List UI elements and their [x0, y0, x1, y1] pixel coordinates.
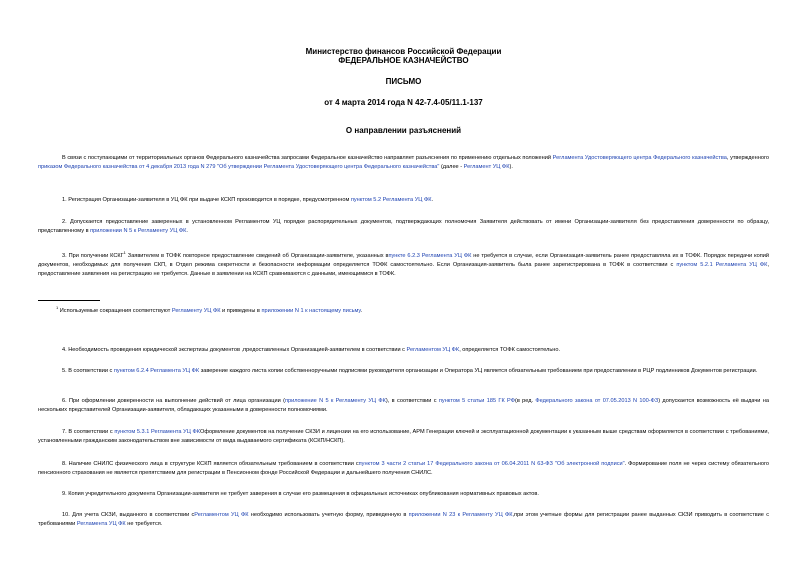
- link-p7-1[interactable]: пунктом 5.3.1 Регламента УЦ ФК: [114, 429, 200, 435]
- p3-text-1: 3. При получении КСКГ: [62, 252, 124, 259]
- link-footnote-1[interactable]: Регламенту УЦ ФК: [171, 307, 221, 314]
- p2-text-2: .: [186, 228, 188, 234]
- p2-text-1: 2. Допускается предоставление заверенных в установленном Регламентом УЦ порядке распорядительных документов, подтверждающих полномочия Заявителя действовать от имени Организации-заявителя без предоставления доверенности по образцу, представленному в: [38, 219, 769, 234]
- intro-text-2: , утвержденного: [726, 155, 769, 161]
- p10-text-4: не требуется.: [125, 521, 163, 527]
- p5-text-2: заверение каждого листа копии собственноручными подписями руководителя организации и Оператора УЦ является обязательным требованием при предоставлении в РЦР подлинников Документов регистрации.: [199, 368, 758, 374]
- paragraph-2: [38, 218, 769, 236]
- footnote-mark: 1: [56, 305, 59, 310]
- p3-text-2: Заявителем в ТОФК повторное предоставление сведений об Организации-заявителе, указанных в: [125, 252, 389, 259]
- paragraph-9: [38, 490, 769, 499]
- footnote-divider: [38, 300, 100, 301]
- treasury-title: ФЕДЕРАЛЬНОЕ КАЗНАЧЕЙСТВО: [338, 56, 469, 65]
- p7-text-2: Оформление документов на получение СКЗИ и лицензии на его использование, АРМ Генерации ключей и эксплуатационной документации к указанным выше средствам оформляется в соответствии с требованиями, установленными гражданским законодательством вне зависимости от вида выдаваемого сертификата (КСКП/НСКП).: [38, 429, 770, 444]
- link-p4-1[interactable]: Регламентом УЦ ФК: [406, 347, 460, 353]
- link-footnote-2[interactable]: приложении N 1 к настоящему письму: [261, 307, 361, 314]
- p10-text-3: ,при этом учетные формы для регистрации ранее выданных СКЗИ приводить в соответствие с требованиями: [38, 512, 769, 527]
- p7-text-1: 7. В соответствии с: [62, 429, 115, 435]
- p10-text-2: необходимо использовать учетную форму, приведенную в: [248, 512, 409, 518]
- footnote-text-2: и приведены в: [220, 307, 262, 314]
- intro-text-4: ).: [509, 164, 513, 170]
- link-prikaz-279[interactable]: приказом Федерального казначейства от 4 декабря 2013 года N 279 "Об утверждении Регламента Удостоверяющего центра Федерального казначейства": [38, 164, 440, 170]
- paragraph-1: [38, 196, 769, 205]
- doc-date-number: от 4 марта 2014 года N 42-7.4-05/11.1-137: [324, 98, 483, 107]
- p1-text-2: .: [431, 197, 434, 203]
- p3-text-4: , предоставление заявления на регистрацию не требуется. Данные в заявлении на КСКП сравниваются с данными, имеющимися в ТОФК.: [38, 261, 769, 277]
- paragraph-8: [38, 460, 769, 478]
- footnote: [56, 303, 362, 316]
- paragraph-7: [38, 428, 769, 446]
- paragraph-3: [38, 248, 769, 279]
- p3-footnote-mark: 1: [123, 250, 126, 255]
- link-p1-1[interactable]: пунктом 5.2 Регламента УЦ ФК: [350, 197, 432, 203]
- paragraph-6: [38, 397, 769, 415]
- p10-text-1: 10. Для учета СКЗИ, выданного в соответствии с: [62, 512, 195, 518]
- link-p3-1[interactable]: пункте 6.2.3 Регламента УЦ ФК: [388, 252, 472, 259]
- link-p6-1[interactable]: приложение N 5 к Регламенту УЦ ФК: [284, 398, 386, 404]
- link-p10-1[interactable]: Регламентом УЦ ФК: [194, 512, 249, 518]
- p4-text-1: 4. Необходимость проведения юридической экспертизы документов ,предоставленных Организацией-заявителем в соответствии с: [62, 347, 407, 353]
- p3-text-3: не требуется в случае, если Организация-заявитель ранее предоставляла их в ТОФК. Порядок передачи копий документов, необходимых для получения СКП, в Отдел режима секретности и безопасности информации определяется ТОФК самостоятельно. Если Организация-заявитель была ранее зарегистрирована в ТОФК в соответствии с: [38, 252, 769, 268]
- intro-paragraph: [38, 154, 769, 172]
- ministry-title: Министерство финансов Российской Федерации: [305, 47, 502, 56]
- p4-text-2: , определяется ТОФК самостоятельно.: [459, 347, 561, 353]
- p6-text-1: 6. При оформлении доверенности на выполнение действий от лица организации (: [62, 398, 285, 404]
- link-p10-2[interactable]: приложении N 23 к Регламенту УЦ ФК: [408, 512, 513, 518]
- p6-text-3: (в ред.: [514, 398, 536, 404]
- link-reglament-uc-fk[interactable]: Регламент УЦ ФК: [463, 164, 510, 170]
- p5-text-1: 5. В соответствии с: [62, 368, 114, 374]
- p8-text-2: . Формирование поля не через систему обязательного пенсионного страхования не является препятствием для регистрации в Пенсионном фонде Российской Федерации и дальнейшего получения СНИЛС.: [38, 461, 769, 476]
- paragraph-4: [38, 346, 769, 355]
- doc-subject: О направлении разъяснений: [345, 126, 462, 135]
- paragraph-5: [38, 367, 769, 376]
- link-p8-1[interactable]: пунктом 3 части 2 статьи 17 Федерального закона от 06.04.2011 N 63-ФЗ "Об электронной подписи": [358, 461, 625, 467]
- link-p10-3[interactable]: Регламента УЦ ФК: [76, 521, 126, 527]
- p9-text-1: 9. Копия учредительного документа Организации-заявителя не требует заверения в случае его размещения в официальных источниках опубликования нормативных правовых актов.: [62, 491, 539, 497]
- link-p2-1[interactable]: приложении N 5 к Регламенту УЦ ФК: [90, 228, 187, 234]
- p6-text-4: ) допускается возможность её выдачи на нескольких представителей Организации-заявителя, обладающих указанными в доверенности полномочиями.: [38, 398, 769, 413]
- intro-text-1: В связи с поступающими от территориальных органов Федерального казначейства запросами Федеральное казначейство направляет разъяснения по применению отдельных положений: [62, 155, 553, 161]
- p8-text-1: 8. Наличие СНИЛС физического лица в структуре КСКП является обязательным требованием в соответствии с: [62, 461, 359, 467]
- paragraph-10: [38, 511, 769, 529]
- intro-text-3: (далее -: [439, 164, 464, 170]
- footnote-text-1: Используемые сокращения соответствуют: [58, 307, 172, 314]
- p1-text-1: 1. Регистрация Организации-заявителя в УЦ ФК при выдаче КСКП производится в порядке, предусмотренном: [62, 197, 351, 203]
- link-p6-2[interactable]: пунктом 5 статьи 185 ГК РФ: [438, 398, 515, 404]
- footnote-text-3: .: [360, 307, 363, 314]
- link-p3-2[interactable]: пунктом 5.2.1 Регламента УЦ ФК: [676, 261, 768, 268]
- link-p5-1[interactable]: пунктом 6.2.4 Регламента УЦ ФК: [113, 368, 200, 374]
- link-p6-3[interactable]: Федерального закона от 07.05.2013 N 100-ФЗ: [535, 398, 659, 404]
- doc-type: ПИСЬМО: [385, 77, 422, 86]
- link-reglament-uc[interactable]: Регламента Удостоверяющего центра Федерального казначейства: [552, 155, 727, 161]
- p6-text-2: ), в соответствии с: [385, 398, 439, 404]
